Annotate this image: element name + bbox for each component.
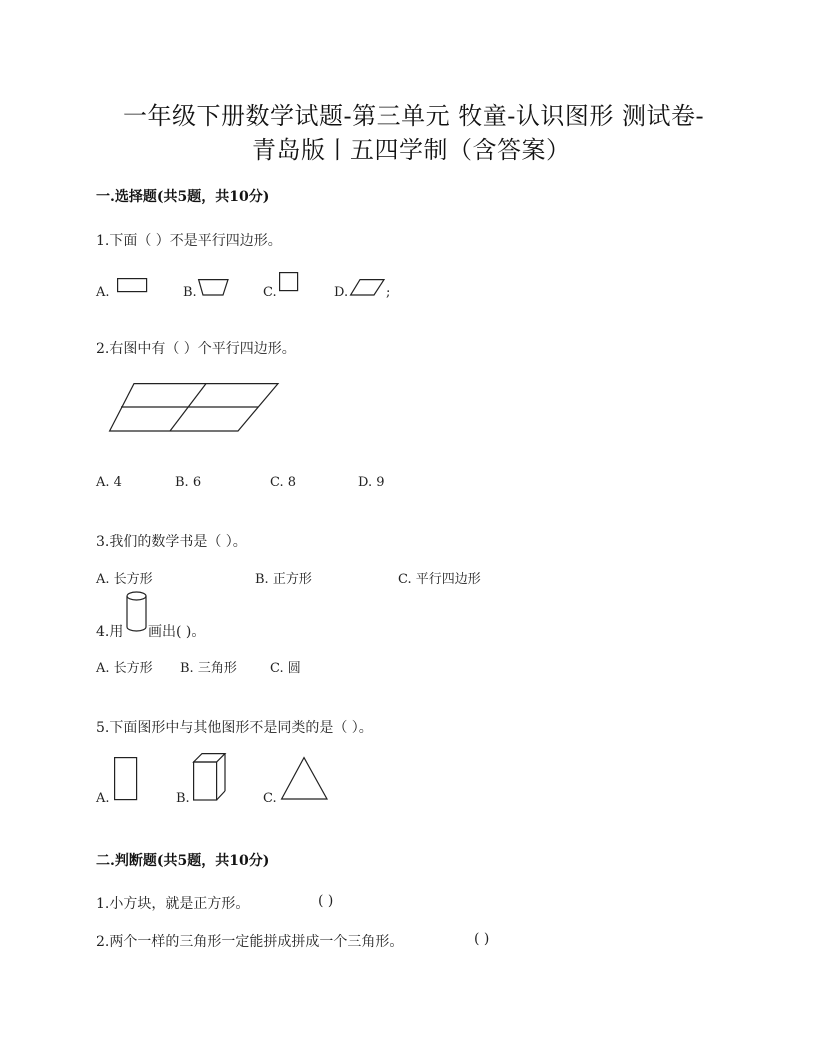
judgment-blank-2[interactable]: ( ): [474, 931, 490, 947]
judgment-item-1: 1.小方块，就是正方形。: [96, 896, 250, 912]
question-5: 5.下面图形中与其他图形不是同类的是（ ）。: [96, 720, 373, 736]
q2-option-a[interactable]: A. 4: [96, 475, 122, 490]
parallelogram-grid-figure: [109, 383, 281, 433]
rectangle-icon: [117, 278, 149, 294]
q3-option-a[interactable]: A. 长方形: [96, 572, 153, 587]
q5-option-a[interactable]: A.: [96, 791, 110, 806]
question-3: 3.我们的数学书是（ ）。: [96, 534, 247, 550]
page-title-line2: 青岛版丨五四学制（含答案）: [252, 136, 571, 164]
rectangle-icon: [114, 757, 138, 801]
q4-option-a[interactable]: A. 长方形: [96, 661, 153, 676]
cylinder-icon: [126, 590, 148, 634]
q1-trailing: ;: [386, 285, 391, 300]
q3-option-b[interactable]: B. 正方形: [255, 572, 312, 587]
q5-option-c[interactable]: C.: [263, 791, 277, 806]
question-4-suffix: 画出( )。: [148, 624, 206, 640]
section-heading-judgment: 二.判断题(共5题，共10分): [96, 853, 270, 869]
trapezoid-icon: [198, 279, 230, 297]
question-1: 1.下面（ ）不是平行四边形。: [96, 233, 282, 249]
q1-option-c[interactable]: C.: [263, 285, 277, 300]
q5-option-b[interactable]: B.: [176, 791, 190, 806]
section-heading-choice: 一.选择题(共5题，共10分): [96, 189, 270, 205]
triangle-icon: [281, 757, 329, 801]
question-4-prefix: 4.用: [96, 624, 124, 640]
page-title-line1: 一年级下册数学试题-第三单元 牧童-认识图形 测试卷-: [123, 102, 705, 130]
judgment-item-2: 2.两个一样的三角形一定能拼成拼成一个三角形。: [96, 934, 404, 950]
q1-option-a[interactable]: A.: [96, 285, 110, 300]
question-2: 2.右图中有（ ）个平行四边形。: [96, 341, 296, 357]
parallelogram-icon: [350, 279, 386, 297]
cuboid-icon: [193, 753, 227, 801]
square-icon: [279, 272, 299, 292]
judgment-blank-1[interactable]: ( ): [318, 893, 334, 909]
q4-option-b[interactable]: B. 三角形: [180, 661, 237, 676]
q1-option-b[interactable]: B.: [183, 285, 197, 300]
q3-option-c[interactable]: C. 平行四边形: [398, 572, 481, 587]
q2-option-d[interactable]: D. 9: [358, 475, 385, 490]
q2-option-c[interactable]: C. 8: [270, 475, 297, 490]
q2-option-b[interactable]: B. 6: [175, 475, 202, 490]
q1-option-d[interactable]: D.: [334, 285, 349, 300]
q4-option-c[interactable]: C. 圆: [270, 661, 301, 676]
